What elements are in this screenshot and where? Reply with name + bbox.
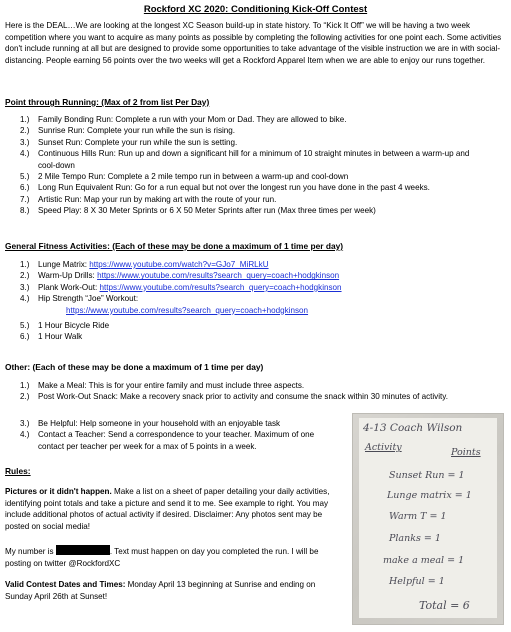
fitness-heading: General Fitness Activities: (Each of these may be done a maximum of 1 time per day)	[5, 241, 344, 251]
document-title: Rockford XC 2020: Conditioning Kick-Off Contest	[143, 4, 368, 15]
fitness-item: 1.) Lunge Matrix: https://www.youtube.com/watch?v=GJo7_MiRLkU	[20, 260, 269, 269]
intro-paragraph: Here is the DEAL…We are looking at the longest XC Season build-up in state history. To “Kick It Off” we will be having a two week competition where you want to acquire as many points as possible by completing the following activities for one point each. Some activities don't include running at all but are designed to provide some opportunities to take advantage of the visible instruction we are in with social-distancing. People earning 56 points over the two weeks will get a Rockford Apparel Item when we are able to enjoy our runs together.	[5, 21, 502, 65]
plank-workout-link[interactable]: https://www.youtube.com/results?search_query=coach+hodgkinson	[99, 282, 342, 292]
running-item: 7.) Artistic Run: Map your run by making art with the route of your run.	[20, 194, 277, 204]
photo-total: Total = 6	[419, 599, 470, 612]
running-item: 4.) Continuous Hills Run: Run up and down a significant hill for a minimum of 10 straight minutes in between a warm-up and cool-down	[20, 149, 470, 170]
photo-header: 4-13 Coach Wilson	[363, 422, 463, 434]
running-item: 6.) Long Run Equivalent Run: Go for a run equal but not over the longest run you have done in the past 4 weeks.	[20, 183, 430, 193]
rules-heading: Rules:	[5, 466, 31, 476]
example-photo	[352, 413, 504, 625]
photo-line: Helpful = 1	[389, 576, 445, 587]
running-item: 8.) Speed Play: 8 X 30 Meter Sprints or 6 X 50 Meter Sprints after run (Max three times per week)	[20, 206, 376, 216]
photo-line: Lunge matrix = 1	[387, 490, 472, 501]
other-item: 3.) Be Helpful: Help someone in your household with an enjoyable task	[20, 419, 281, 428]
running-heading: Point through Running: (Max of 2 from list Per Day)	[5, 97, 210, 107]
running-item: 5.) 2 Mile Tempo Run: Complete a 2 mile tempo run in between a warm-up and cool-down	[20, 172, 349, 182]
other-item: 2.) Post Work-Out Snack: Make a recovery snack prior to activity and consume the snack within 30 minutes of activity.	[20, 392, 448, 402]
photo-line: Sunset Run = 1	[389, 470, 465, 481]
photo-line: Planks = 1	[389, 533, 441, 544]
running-item: 3.) Sunset Run: Complete your run while the sun is setting.	[20, 137, 238, 147]
fitness-item: 2.) Warm-Up Drills: https://www.youtube.com/results?search_query=coach+hodgkinson	[20, 271, 340, 281]
handwritten-sheet	[359, 418, 497, 618]
lunge-matrix-link[interactable]: https://www.youtube.com/watch?v=GJo7_MiRLkU	[89, 260, 269, 269]
running-list	[0, 114, 486, 217]
rules-pictures-paragraph: Pictures or it didn't happen. Make a list on a sheet of paper detailing your daily activities, identifying point totals and take a picture and send it to me. See example to right. You may include additional photos of actual activity if desired. Disclaimer: Any photos sent may be posted on social media!	[5, 487, 330, 531]
fitness-item: 5.) 1 Hour Bicycle Ride	[20, 321, 110, 331]
fitness-item: 4.) Hip Strength “Joe” Workout:	[20, 294, 139, 304]
rules-dates-paragraph: Valid Contest Dates and Times: Monday April 13 beginning at Sunrise and ending on Sunday April 26th at Sunset!	[5, 580, 316, 601]
photo-line: Warm T = 1	[389, 511, 447, 522]
other-item: 1.) Make a Meal: This is for your entire family and must include three aspects.	[20, 381, 305, 390]
other-item: 4.) Contact a Teacher: Send a correspondence to your teacher. Maximum of one contact per teacher per week for a max of 5 points in a week.	[20, 430, 315, 451]
fitness-list	[0, 259, 486, 343]
other-list-bottom	[0, 418, 338, 452]
other-list-top	[0, 380, 470, 403]
fitness-item: 6.) 1 Hour Walk	[20, 332, 83, 342]
hip-strength-link[interactable]: https://www.youtube.com/results?search_query=coach+hodgkinson	[66, 305, 309, 315]
other-heading: Other: (Each of these may be done a maximum of 1 time per day)	[5, 362, 264, 372]
photo-col-points: Points	[451, 447, 481, 458]
warm-up-drills-link[interactable]: https://www.youtube.com/results?search_query=coach+hodgkinson	[97, 271, 340, 281]
fitness-item: 3.) Plank Work-Out: https://www.youtube.com/results?search_query=coach+hodgkinson	[20, 282, 342, 292]
photo-col-activity: Activity	[365, 442, 402, 453]
rules-number-paragraph: My number is . Text must happen on day you completed the run. I will be posting on twitter @RockfordXC	[5, 547, 319, 568]
redacted-phone-number	[56, 545, 110, 555]
running-item: 1.) Family Bonding Run: Complete a run with your Mom or Dad. They are allowed to bike.	[20, 115, 347, 124]
fitness-item-link-line	[0, 305, 486, 316]
photo-line: make a meal = 1	[383, 555, 465, 566]
running-item: 2.) Sunrise Run: Complete your run while the sun is rising.	[20, 126, 236, 136]
